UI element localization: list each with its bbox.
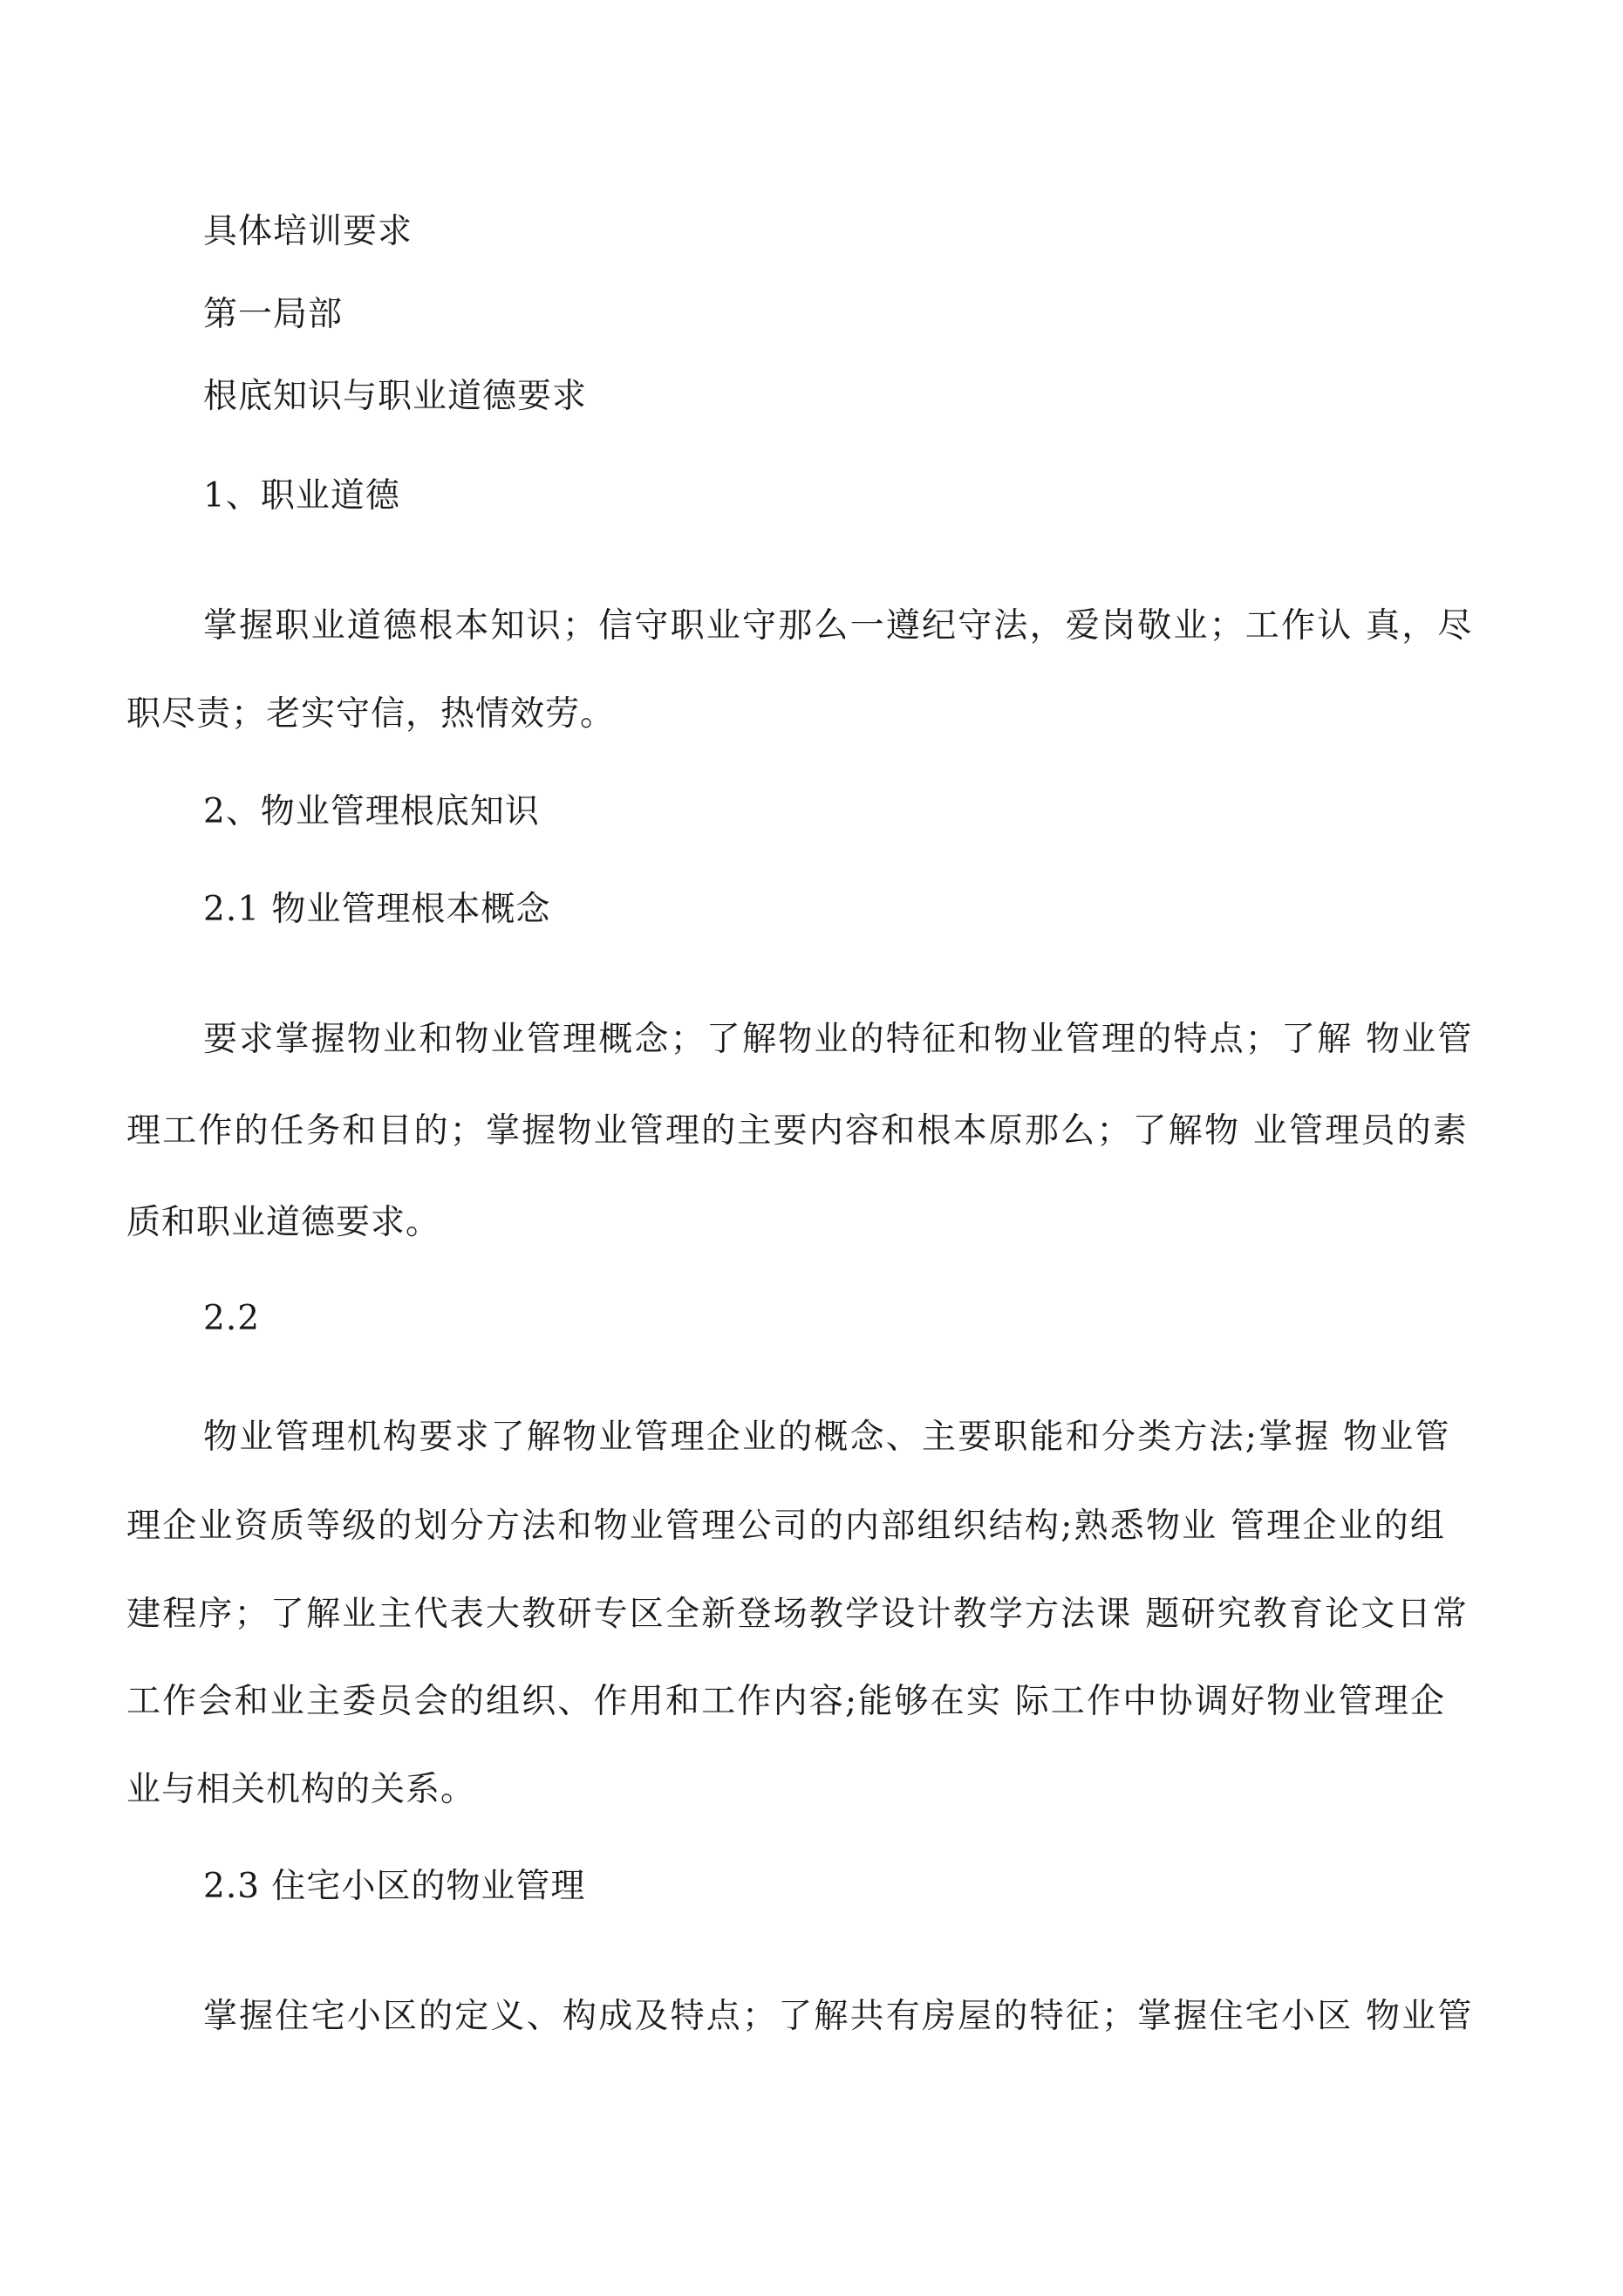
section-2-2-heading: 2.2 [203,1299,261,1338]
part-label: 第一局部 [203,295,344,334]
part-title: 根底知识与职业道德要求 [203,377,588,416]
document-title: 具体培训要求 [203,212,413,251]
section-2-heading: 2、物业管理根底知识 [203,792,540,831]
section-1-paragraph-line: 职尽责；老实守信，热情效劳。 [126,694,616,734]
section-2-2-paragraph-line: 理企业资质等级的划分方法和物业管理公司的内部组织结构;熟悉物业 管理企业的组 [126,1507,1447,1546]
section-2-3-heading: 2.3 住宅小区的物业管理 [203,1867,586,1906]
section-2-1-paragraph-line: 要求掌握物业和物业管理概念；了解物业的特征和物业管理的特点；了解 物业管 [203,1020,1474,1059]
section-1-paragraph-line: 掌握职业道德根本知识；信守职业守那么一遵纪守法，爱岗敬业；工作认 真，尽 [203,606,1474,646]
section-2-2-paragraph-line: 业与相关机构的关系。 [126,1770,476,1809]
section-2-2-paragraph-line: 物业管理机构要求了解物业管理企业的概念、主要职能和分类方法;掌握 物业管 [203,1418,1451,1457]
section-2-2-paragraph-line: 建程序；了解业主代表大教研专区全新登场教学设计教学方法课 题研究教育论文日常 [126,1595,1469,1634]
section-2-1-heading: 2.1 物业管理根本概念 [203,890,551,929]
section-1-heading: 1、职业道德 [203,476,400,516]
section-2-1-paragraph-line: 质和职业道德要求。 [126,1203,441,1242]
section-2-3-paragraph-line: 掌握住宅小区的定义、构成及特点；了解共有房屋的特征；掌握住宅小区 物业管 [203,1997,1474,2036]
section-2-1-paragraph-line: 理工作的任务和目的；掌握物业管理的主要内容和根本原那么；了解物 业管理员的素 [126,1111,1469,1151]
section-2-2-paragraph-line: 工作会和业主委员会的组织、作用和工作内容;能够在实 际工作中协调好物业管理企 [126,1682,1447,1721]
